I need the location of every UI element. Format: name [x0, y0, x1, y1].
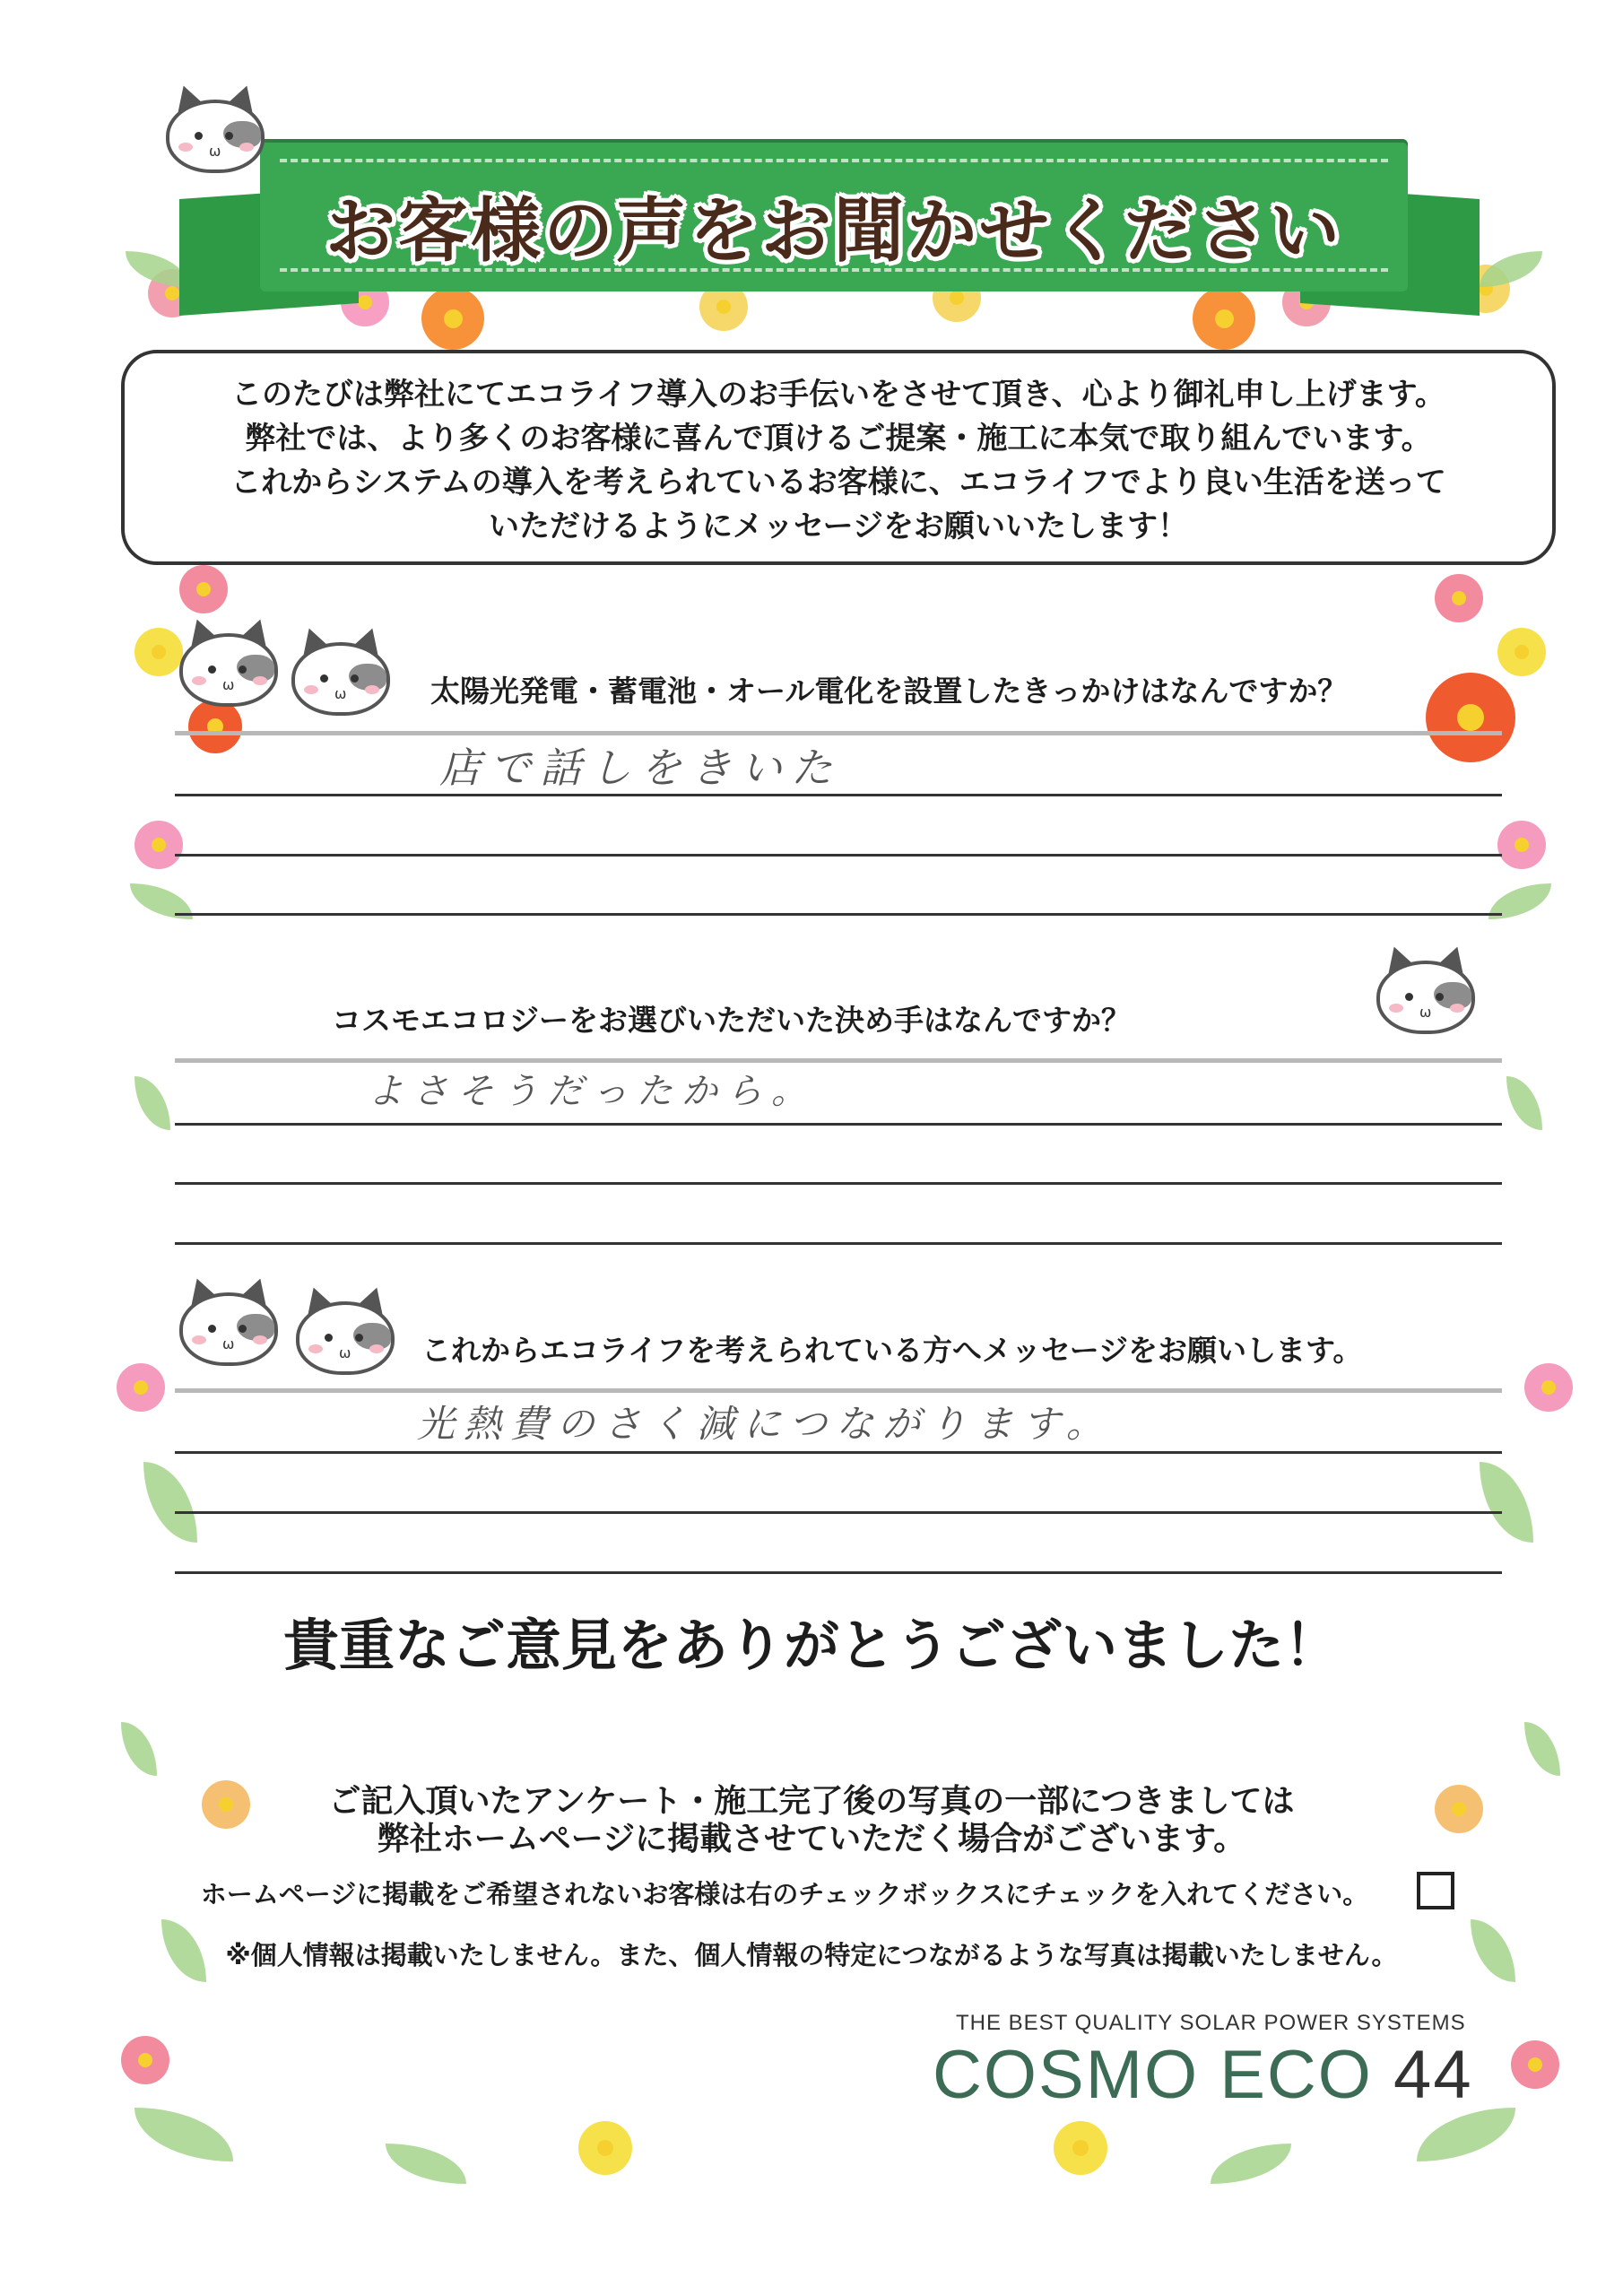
checkbox-instruction: ホームページに掲載をご希望されないお客様は右のチェックボックスにチェックを入れてください。 — [200, 1879, 1369, 1909]
flower-decoration — [117, 1363, 165, 1412]
leaf-decoration — [1480, 1462, 1533, 1543]
flower-decoration — [1426, 673, 1515, 762]
flower-decoration — [135, 628, 183, 676]
flower-decoration — [188, 700, 242, 753]
flower-decoration — [578, 2121, 632, 2175]
intro-line: このたびは弊社にてエコライフ導入のお手伝いをさせて頂き、心より御礼申し上げます。 — [231, 377, 1445, 413]
flower-decoration — [1511, 2040, 1559, 2089]
question-1-answer: 店で話しをきいた — [439, 744, 841, 792]
flower-decoration — [135, 821, 183, 869]
intro-line: これからシステムの導入を考えられているお客様に、エコライフでより良い生活を送って — [230, 465, 1446, 500]
leaf-decoration — [121, 1722, 157, 1776]
flower-decoration — [121, 2036, 169, 2084]
flower-decoration — [1193, 287, 1255, 350]
flower-decoration — [421, 287, 484, 350]
thanks-heading: 貴重なご意見をありがとうございました！ — [282, 1613, 1340, 1678]
leaf-decoration — [1524, 1722, 1560, 1776]
cat-mascot-icon: ω — [179, 1278, 278, 1363]
cat-mascot-icon: ω — [1376, 946, 1475, 1031]
question-2-answer: よさそうだったから。 — [368, 1071, 816, 1112]
leaf-decoration — [1480, 251, 1542, 287]
flower-decoration — [1524, 1363, 1573, 1412]
question-3-answer: 光熱費のさく減につながります。 — [417, 1402, 1113, 1446]
leaf-decoration — [135, 1076, 170, 1130]
cat-mascot-icon: ω — [296, 1287, 395, 1372]
question-2-label: コスモエコロジーをお選びいただいた決め手はなんですか？ — [332, 1003, 1131, 1038]
logo-number: 44 — [1393, 2037, 1473, 2113]
answer-line — [175, 854, 1502, 857]
question-3-label: これからエコライフを考えられている方へメッセージをお願いします。 — [421, 1333, 1363, 1368]
flower-decoration — [1435, 574, 1483, 622]
opt-out-checkbox[interactable] — [1417, 1872, 1454, 1909]
leaf-decoration — [1211, 2144, 1291, 2184]
answer-line — [175, 1511, 1502, 1514]
question-3-separator — [175, 1388, 1502, 1393]
notice-line-1: ご記入頂いたアンケート・施工完了後の写真の一部につきましては — [328, 1783, 1295, 1820]
leaf-decoration — [135, 2108, 233, 2161]
answer-line — [175, 1451, 1502, 1454]
leaf-decoration — [386, 2144, 466, 2184]
leaf-decoration — [1417, 2108, 1515, 2161]
privacy-note: ※個人情報は掲載いたしません。また、個人情報の特定につながるような写真は掲載いたしません。 — [225, 1940, 1398, 1970]
company-logo — [933, 2036, 1473, 2114]
intro-line: いただけるようにメッセージをお願いいたします！ — [489, 509, 1188, 544]
intro-line: 弊社では、より多くのお客様に喜んで頂けるご提案・施工に本気で取り組んでいます。 — [245, 421, 1432, 457]
flower-decoration — [179, 565, 228, 613]
flower-decoration — [1497, 628, 1546, 676]
logo-name: COSMO ECO — [933, 2037, 1373, 2113]
flower-decoration — [1497, 821, 1546, 869]
answer-line — [175, 913, 1502, 916]
leaf-decoration — [1506, 1076, 1542, 1130]
notice-line-2: 弊社ホームページに掲載させていただく場合がございます。 — [377, 1821, 1246, 1857]
leaf-decoration — [143, 1462, 197, 1543]
answer-line — [175, 1242, 1502, 1245]
answer-line — [175, 1182, 1502, 1185]
page-title: お客様の声をお聞かせください — [325, 191, 1342, 272]
logo-tagline: THE BEST QUALITY SOLAR POWER SYSTEMS — [956, 2011, 1466, 2035]
intro-message-box — [121, 350, 1556, 565]
question-1-label: 太陽光発電・蓄電池・オール電化を設置したきっかけはなんですか？ — [430, 674, 1348, 709]
answer-line — [175, 794, 1502, 796]
answer-line — [175, 1571, 1502, 1574]
title-banner — [260, 139, 1408, 291]
cat-mascot-icon: ω — [179, 619, 278, 704]
cat-mascot-icon: ω — [166, 85, 265, 170]
flower-decoration — [1054, 2121, 1107, 2175]
answer-line — [175, 1123, 1502, 1126]
cat-mascot-icon: ω — [291, 628, 390, 713]
